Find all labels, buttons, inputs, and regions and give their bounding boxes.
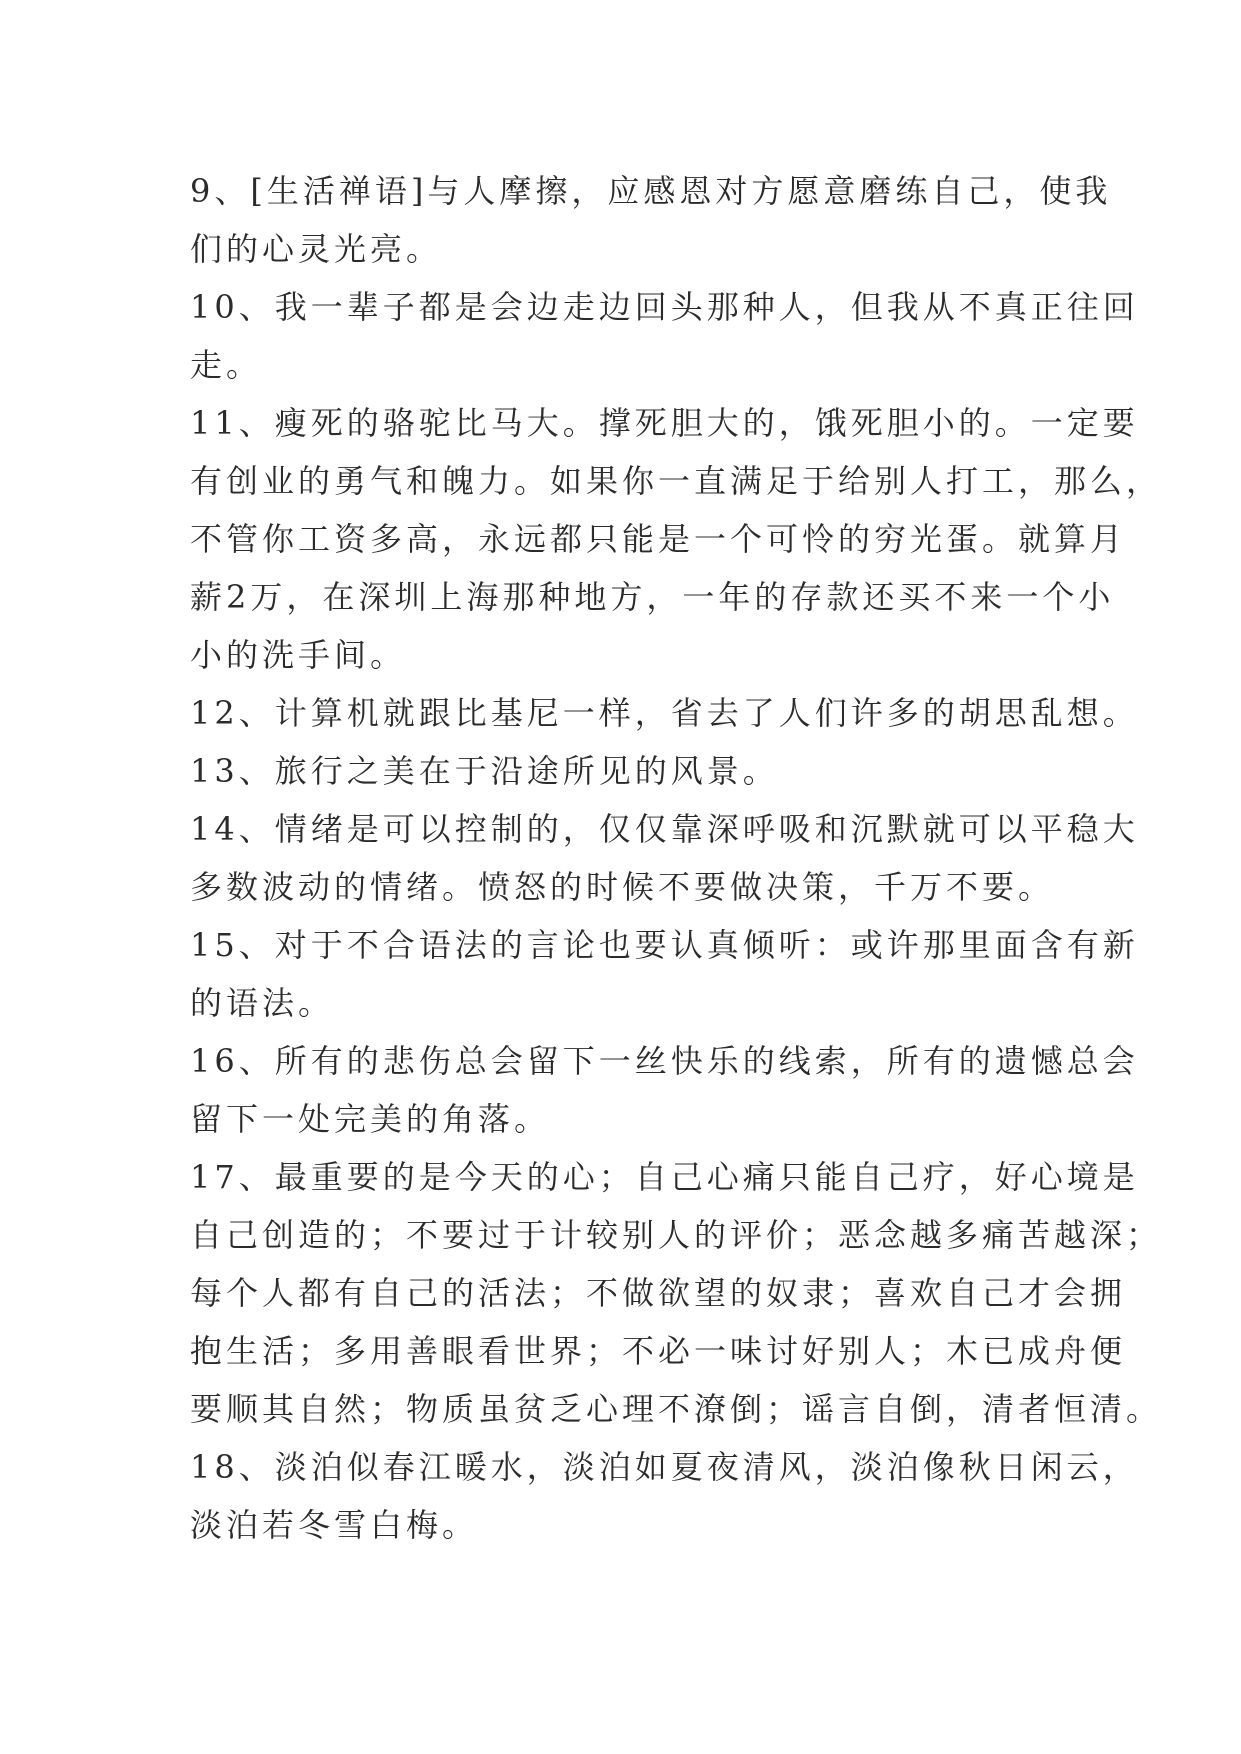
text-line: 要顺其自然；物质虽贫乏心理不潦倒；谣言自倒，清者恒清。 [190, 1390, 1163, 1428]
text-line: 自己创造的；不要过于计较别人的评价；恶念越多痛苦越深； [190, 1216, 1163, 1254]
document-body [190, 162, 1163, 1554]
text-line: 15、对于不合语法的言论也要认真倾听：或许那里面含有新 [190, 926, 1139, 964]
text-line: 12、计算机就跟比基尼一样，省去了人们许多的胡思乱想。 [190, 694, 1139, 732]
text-line: 多数波动的情绪。愤怒的时候不要做决策，千万不要。 [190, 868, 1055, 906]
text-line: 留下一处完美的角落。 [190, 1100, 551, 1138]
text-line: 14、情绪是可以控制的，仅仅靠深呼吸和沉默就可以平稳大 [190, 810, 1139, 848]
text-line: 17、最重要的是今天的心；自己心痛只能自己疗，好心境是 [190, 1158, 1139, 1196]
text-line: 淡泊若冬雪白梅。 [190, 1506, 479, 1544]
text-line: 小的洗手间。 [190, 636, 407, 674]
text-line: 13、旅行之美在于沿途所见的风景。 [190, 752, 779, 790]
text-line: 不管你工资多高，永远都只能是一个可怜的穷光蛋。就算月 [190, 520, 1127, 558]
text-line: 有创业的勇气和魄力。如果你一直满足于给别人打工，那么， [190, 462, 1163, 500]
text-line: 走。 [190, 346, 263, 384]
text-line: 们的心灵光亮。 [190, 230, 443, 268]
text-line: 薪2万，在深圳上海那种地方，一年的存款还买不来一个小 [190, 578, 1115, 616]
text-line: 18、淡泊似春江暖水，淡泊如夏夜清风，淡泊像秋日闲云， [190, 1448, 1139, 1486]
text-line: 的语法。 [190, 984, 335, 1022]
text-line: 抱生活；多用善眼看世界；不必一味讨好别人；木已成舟便 [190, 1332, 1127, 1370]
text-line: 11、瘦死的骆驼比马大。撑死胆大的，饿死胆小的。一定要 [190, 404, 1139, 442]
text-line: 10、我一辈子都是会边走边回头那种人，但我从不真正往回 [190, 288, 1139, 326]
text-line: 9、[生活禅语]与人摩擦，应感恩对方愿意磨练自己，使我 [190, 172, 1112, 210]
text-line: 16、所有的悲伤总会留下一丝快乐的线索，所有的遗憾总会 [190, 1042, 1139, 1080]
text-line: 每个人都有自己的活法；不做欲望的奴隶；喜欢自己才会拥 [190, 1274, 1127, 1312]
